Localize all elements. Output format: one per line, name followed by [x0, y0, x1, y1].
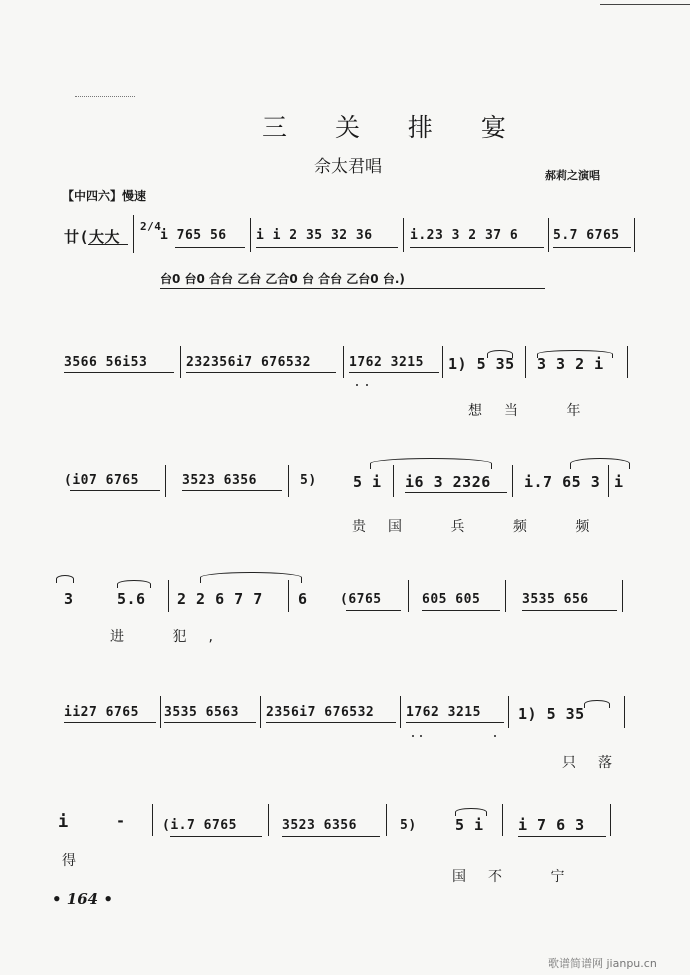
beam: [64, 372, 174, 373]
beam: [88, 244, 128, 245]
header-dash: [75, 96, 135, 97]
measure: 3: [64, 590, 74, 608]
top-border-line: [600, 4, 690, 5]
slur: [455, 808, 487, 816]
octave-dot: [366, 384, 368, 386]
beam: [282, 836, 380, 837]
measure: 3566 56i53: [64, 355, 148, 370]
lyrics: 进 犯,: [110, 629, 235, 645]
measure: 1) 5 35: [518, 705, 585, 723]
barline: [288, 465, 289, 497]
barline: [393, 465, 394, 497]
lyrics: 想当 年: [468, 403, 603, 419]
barline: [165, 465, 166, 497]
beam: [64, 722, 156, 723]
measure: -: [116, 812, 126, 830]
song-subtitle: 佘太君唱: [314, 157, 382, 177]
barline: [386, 804, 387, 836]
measure: 2356i7 676532: [266, 705, 375, 720]
measure: 1762 3215: [349, 355, 424, 370]
barline: [160, 696, 161, 728]
barline: [400, 696, 401, 728]
slur: [570, 458, 630, 469]
barline: [627, 346, 628, 378]
score-row-1-intro: 廿(大大: [64, 228, 121, 246]
slur: [117, 580, 151, 588]
beam: [553, 247, 631, 248]
barline: [548, 218, 549, 252]
time-signature: 2/4: [140, 220, 162, 233]
beam: [175, 247, 245, 248]
measure: 5 i: [353, 473, 382, 491]
barline: [133, 215, 134, 253]
measure: (6765: [340, 592, 382, 607]
measure: i: [614, 473, 624, 491]
barline: [610, 804, 611, 836]
beam: [405, 492, 507, 493]
measure: 5.6: [117, 590, 146, 608]
beam: [422, 610, 500, 611]
barline: [608, 465, 609, 497]
slur: [584, 700, 610, 708]
measure: i: [58, 812, 69, 832]
measure: i.23 3 2 37 6: [410, 228, 519, 243]
barline: [152, 804, 153, 836]
lyrics: 只落: [562, 755, 634, 771]
barline: [288, 580, 289, 612]
barline: [260, 696, 261, 728]
octave-dot: [356, 384, 358, 386]
barline: [502, 804, 503, 836]
measure: 232356i7 676532: [186, 355, 311, 370]
octave-dot: [420, 735, 422, 737]
watermark: 歌谱简谱网 jianpu.cn: [548, 957, 657, 970]
measure: i 765 56: [160, 228, 227, 243]
beam: [410, 247, 544, 248]
beam: [518, 836, 606, 837]
measure: ii27 6765: [64, 705, 139, 720]
beam: [522, 610, 617, 611]
barline: [408, 580, 409, 612]
beam: [406, 722, 504, 723]
barline: [442, 346, 443, 378]
slur: [370, 458, 492, 469]
octave-dot: [412, 735, 414, 737]
measure: 3535 656: [522, 592, 589, 607]
measure: i 7 6 3: [518, 816, 585, 834]
slur: [537, 350, 613, 358]
beam: [186, 372, 336, 373]
performer-credit: 郝莉之演唱: [545, 169, 600, 182]
page-number: • 164 •: [52, 890, 113, 908]
barline: [525, 346, 526, 378]
perc-underline: [160, 288, 545, 289]
slur: [56, 575, 74, 583]
barline: [624, 696, 625, 728]
barline: [180, 346, 181, 378]
barline: [268, 804, 269, 836]
lyrics: 贵国 兵 频 频: [352, 519, 612, 535]
beam: [182, 490, 282, 491]
measure: 6: [298, 590, 308, 608]
barline: [622, 580, 623, 612]
barline: [343, 346, 344, 378]
measure: 5.7 6765: [553, 228, 620, 243]
barline: [168, 580, 169, 612]
beam: [170, 836, 262, 837]
beam: [70, 490, 160, 491]
measure: 3523 6356: [282, 818, 357, 833]
barline: [508, 696, 509, 728]
slur: [200, 572, 302, 583]
barline: [250, 218, 251, 252]
measure: i6 3 2326: [405, 473, 491, 491]
tempo-marking: 【中四六】慢速: [62, 189, 147, 203]
measure: 3523 6356: [182, 473, 257, 488]
measure: 1) 5 35: [448, 355, 515, 373]
beam: [346, 610, 401, 611]
beam: [164, 722, 256, 723]
measure: 5): [400, 818, 417, 833]
lyrics: 国不 宁: [452, 869, 587, 885]
barline: [634, 218, 635, 252]
measure: 3535 6563: [164, 705, 239, 720]
percussion-line: 台0 台0 合台 乙台 乙合0 台 合台 乙台0 台.): [160, 272, 405, 286]
octave-dot: [494, 735, 496, 737]
beam: [349, 372, 439, 373]
measure: 1762 3215: [406, 705, 481, 720]
barline: [505, 580, 506, 612]
measure: 5): [300, 473, 317, 488]
barline: [403, 218, 404, 252]
measure: 2 2 6 7 7: [177, 590, 263, 608]
barline: [512, 465, 513, 497]
measure: 3 3 2 i: [537, 355, 604, 373]
lyrics-left: 得: [62, 853, 98, 869]
song-title: 三 关 排 宴: [262, 113, 526, 142]
measure: (i07 6765: [64, 473, 139, 488]
slur: [487, 350, 513, 358]
measure: (i.7 6765: [162, 818, 237, 833]
beam: [256, 247, 398, 248]
measure: 5 i: [455, 816, 484, 834]
measure: 605 605: [422, 592, 481, 607]
measure: i.7 65 3: [524, 473, 601, 491]
beam: [266, 722, 396, 723]
measure: i i 2 35 32 36: [256, 228, 373, 243]
